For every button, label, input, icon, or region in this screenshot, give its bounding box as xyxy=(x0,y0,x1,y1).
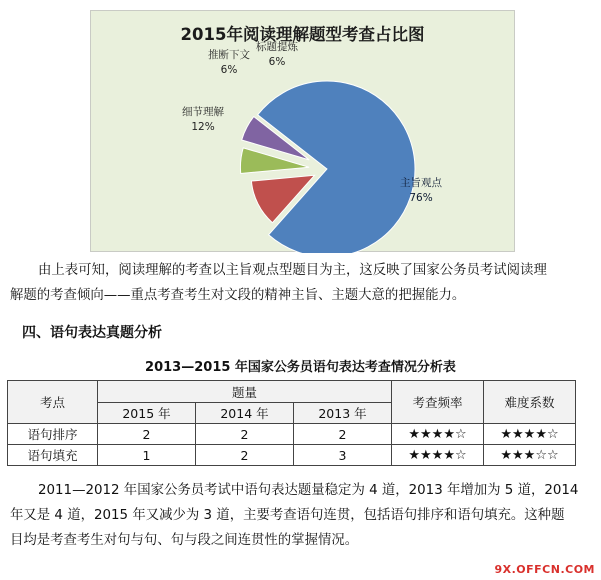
slice-value-2: 6% xyxy=(220,64,238,76)
slice-label-1: 细节理解 xyxy=(182,106,224,118)
site-watermark: 9X.OFFCN.COM xyxy=(494,563,595,576)
paragraph-line: 2011—2012 年国家公务员考试中语句表达题量稳定为 4 道，2013 年增加为 5 道，2014 xyxy=(38,483,579,498)
slice-value-0: 76% xyxy=(409,192,433,204)
cell-frequency-stars: ★★★★☆ xyxy=(392,424,484,445)
section-heading: 四、语句表达真题分析 xyxy=(22,325,162,341)
cell-point: 语句排序 xyxy=(8,424,98,445)
cell-2014: 2 xyxy=(196,424,294,445)
cell-point: 语句填充 xyxy=(8,445,98,466)
cell-difficulty-stars: ★★★★☆ xyxy=(484,424,576,445)
cell-2013: 2 xyxy=(294,424,392,445)
paragraph-line: 目均是考查考生对句与句、句与段之间连贯性的掌握情况。 xyxy=(10,533,359,548)
header-year-2013: 2013 年 xyxy=(294,403,392,424)
paragraph-line: 年又是 4 道，2015 年又减少为 3 道，主要考查语句连贯，包括语句排序和语句填充。这种题 xyxy=(10,508,565,523)
table-row xyxy=(8,445,576,466)
analysis-table xyxy=(7,380,576,466)
cell-difficulty-stars: ★★★☆☆ xyxy=(484,445,576,466)
analysis-paragraph-2 xyxy=(10,478,590,553)
header-year-2014: 2014 年 xyxy=(196,403,294,424)
slice-value-3: 6% xyxy=(268,56,286,68)
slice-label-0: 主旨观点 xyxy=(400,177,442,189)
header-count: 题量 xyxy=(98,381,392,403)
paragraph-line: 由上表可知，阅读理解的考查以主旨观点型题目为主，这反映了国家公务员考试阅读理 xyxy=(38,263,547,278)
table-title: 2013—2015 年国家公务员语句表达考查情况分析表 xyxy=(145,360,456,375)
cell-2014: 2 xyxy=(196,445,294,466)
paragraph-line: 解题的考查倾向——重点考查考生对文段的精神主旨、主题大意的把握能力。 xyxy=(10,288,466,303)
cell-2013: 3 xyxy=(294,445,392,466)
slice-value-1: 12% xyxy=(191,121,215,133)
header-difficulty: 难度系数 xyxy=(484,381,576,424)
pie-chart xyxy=(91,11,516,253)
cell-2015: 2 xyxy=(98,424,196,445)
header-point: 考点 xyxy=(8,381,98,424)
pie-chart-panel xyxy=(90,10,515,252)
analysis-paragraph-1 xyxy=(10,258,590,308)
header-frequency: 考查频率 xyxy=(392,381,484,424)
chart-title: 2015年阅读理解题型考查占比图 xyxy=(180,25,425,44)
slice-label-2: 推断下文 xyxy=(208,49,250,61)
slice-label-3: 标题提炼 xyxy=(256,41,298,53)
header-year-2015: 2015 年 xyxy=(98,403,196,424)
table-row xyxy=(8,424,576,445)
cell-frequency-stars: ★★★★☆ xyxy=(392,445,484,466)
cell-2015: 1 xyxy=(98,445,196,466)
